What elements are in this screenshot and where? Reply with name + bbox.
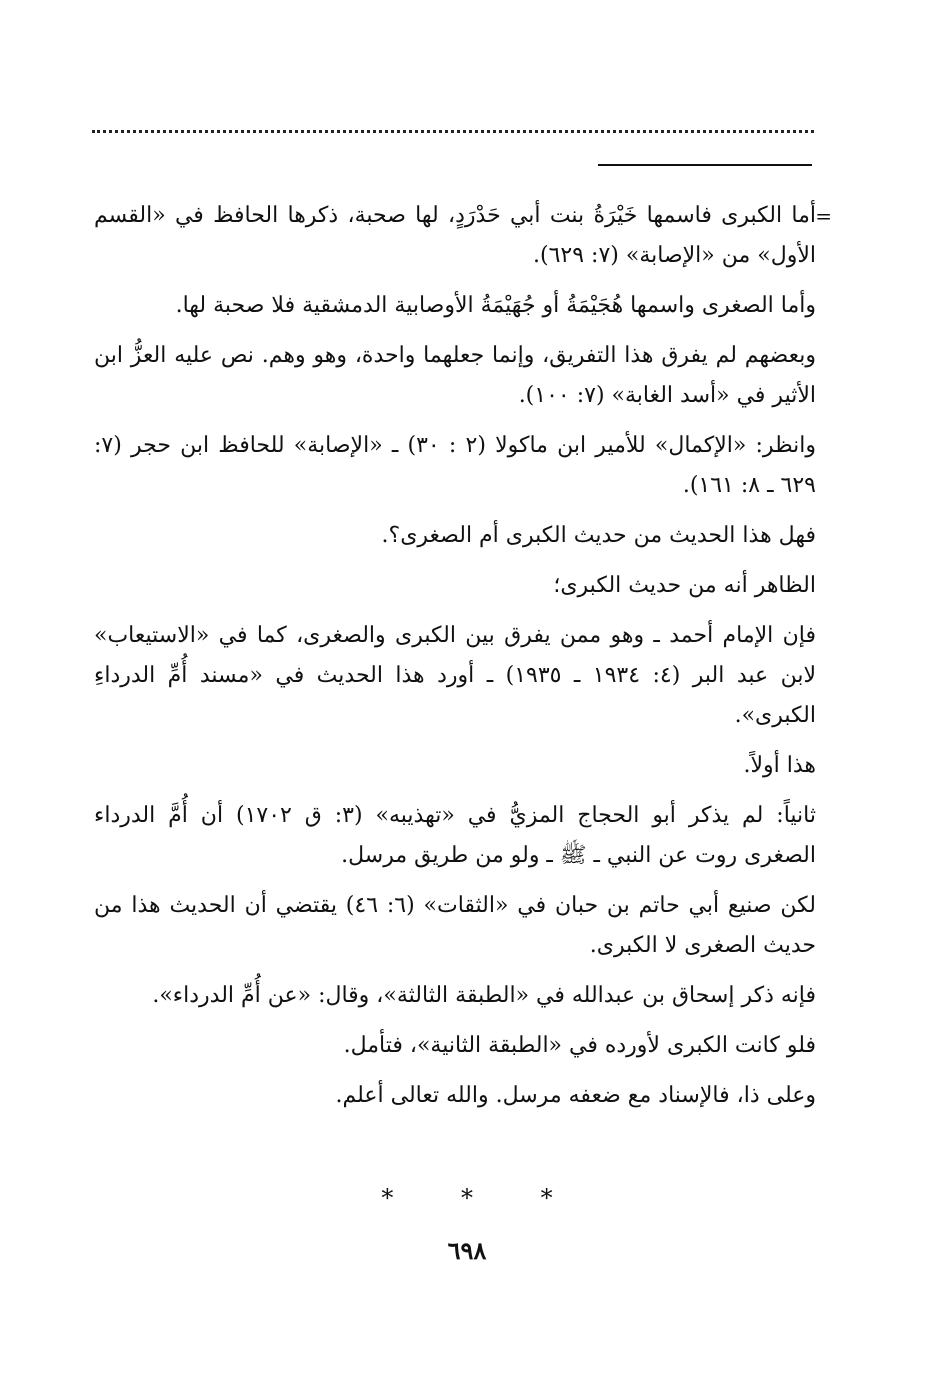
- paragraph: الظاهر أنه من حديث الكبرى؛: [553, 573, 816, 598]
- paragraph: وعلى ذا، فالإسناد مع ضعفه مرسل. والله تعالى أعلم.: [335, 1083, 816, 1108]
- footnote-dotted-separator: [92, 130, 814, 133]
- footnote-body: [94, 196, 816, 1126]
- continuation-mark: =: [815, 204, 832, 228]
- paragraph: فلو كانت الكبرى لأورده في «الطبقة الثانية»، فتأمل.: [343, 1033, 816, 1058]
- paragraph: وانظر: «الإكمال» للأمير ابن ماكولا (٢ : ٣٠) ـ «الإصابة» للحافظ ابن حجر (٧: ٦٢٩ ـ ٨: ١٦١).: [94, 433, 816, 498]
- paragraph: لكن صنيع أبي حاتم بن حبان في «الثقات» (٦: ٤٦) يقتضي أن الحديث هذا من حديث الصغرى لا الكبرى.: [94, 893, 816, 958]
- paragraph: أما الكبرى فاسمها خَيْرَةُ بنت أبي حَدْرَدٍ، لها صحبة، ذكرها الحافظ في «القسم الأول» من «الإصابة» (٧: ٦٢٩).: [94, 203, 816, 268]
- section-separator: [0, 1184, 934, 1212]
- separator-star: *: [381, 1184, 394, 1212]
- page-number: ٦٩٨: [447, 1236, 487, 1265]
- paragraph: هذا أولاً.: [743, 753, 816, 778]
- separator-star: *: [540, 1184, 553, 1212]
- paragraph: وأما الصغرى واسمها هُجَيْمَةُ أو جُهَيْمَةُ الأوصابية الدمشقية فلا صحبة لها.: [175, 293, 816, 318]
- paragraph: وبعضهم لم يفرق هذا التفريق، وإنما جعلهما واحدة، وهو وهم. نص عليه العزُّ ابن الأثير في «أسد الغابة» (٧: ١٠٠).: [94, 343, 816, 408]
- paragraph: فهل هذا الحديث من حديث الكبرى أم الصغرى؟.: [381, 523, 816, 548]
- paragraph: فإن الإمام أحمد ـ وهو ممن يفرق بين الكبرى والصغرى، كما في «الاستيعاب» لابن عبد البر (٤: ١٩٣٤ ـ ١٩٣٥) ـ أورد هذا الحديث في «مسند أُمِّ الدرداءِ الكبرى».: [94, 623, 816, 728]
- paragraph: ثانياً: لم يذكر أبو الحجاج المزيُّ في «تهذيبه» (٣: ق ١٧٠٢) أن أُمَّ الدرداء الصغرى روت عن النبي ـ ﷺ ـ ولو من طريق مرسل.: [94, 803, 817, 868]
- footnote-rule: [598, 164, 812, 166]
- paragraph: فإنه ذكر إسحاق بن عبدالله في «الطبقة الثالثة»، وقال: «عن أُمِّ الدرداء».: [152, 983, 816, 1008]
- separator-star: *: [461, 1184, 473, 1212]
